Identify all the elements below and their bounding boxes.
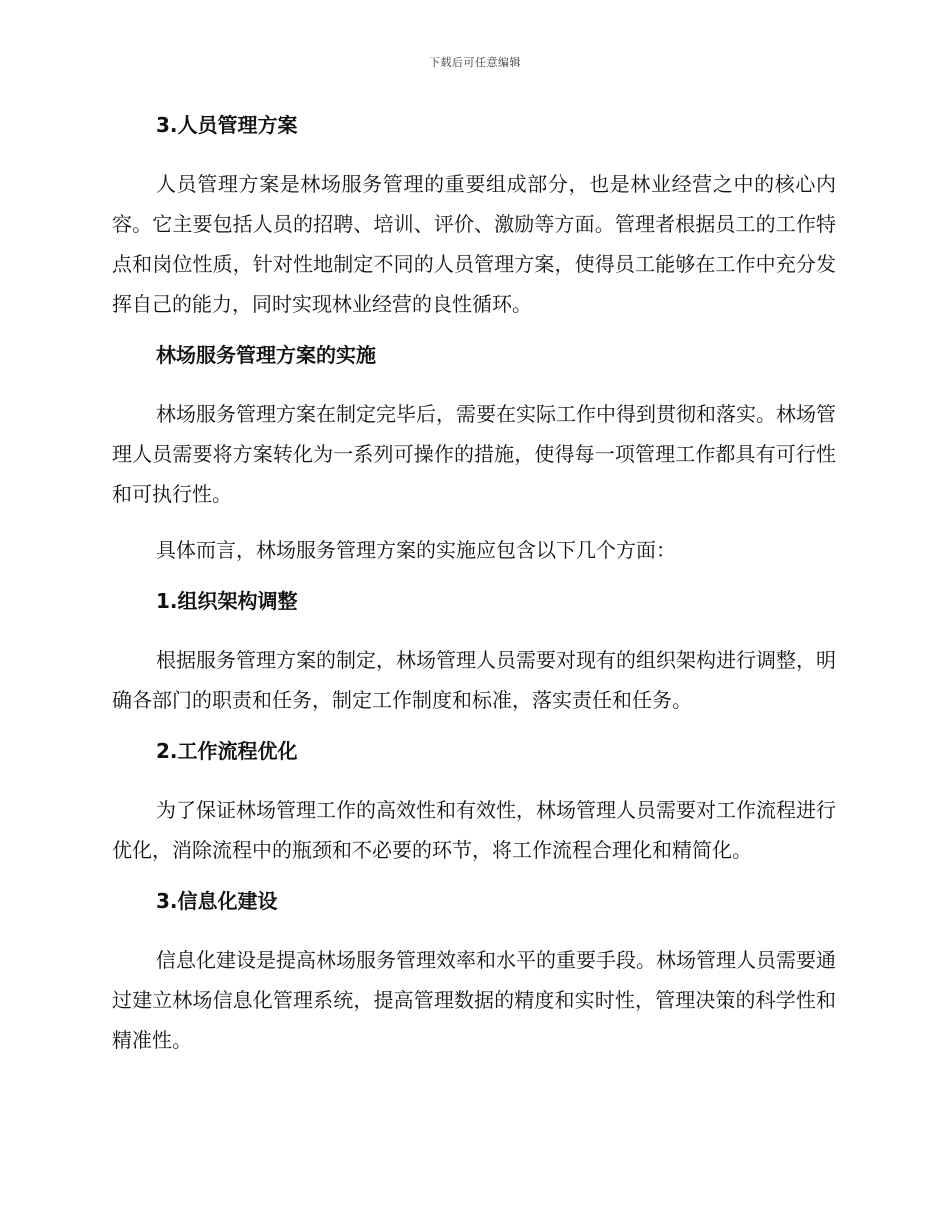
- page-header: 下载后可任意编辑: [429, 56, 521, 69]
- paragraph-informatization: 信息化建设是提高林场服务管理效率和水平的重要手段。林场管理人员需要通过建立林场信息化管理系统，提高管理数据的精度和实时性，管理决策的科学性和精准性。: [112, 948, 836, 1052]
- paragraph-workflow: 为了保证林场管理工作的高效性和有效性，林场管理人员需要对工作流程进行优化，消除流程中的瓶颈和不必要的环节，将工作流程合理化和精简化。: [112, 798, 836, 862]
- paragraph-personnel: 人员管理方案是林场服务管理的重要组成部分，也是林业经营之中的核心内容。它主要包括人员的招聘、培训、评价、激励等方面。管理者根据员工的工作特点和岗位性质，针对性地制定不同的人员管理方案，使得员工能够在工作中充分发挥自己的能力，同时实现林业经营的良性循环。: [112, 172, 836, 316]
- document-body: [112, 110, 836, 1076]
- paragraph-org-structure: 根据服务管理方案的制定，林场管理人员需要对现有的组织架构进行调整，明确各部门的职责和任务，制定工作制度和标准，落实责任和任务。: [112, 648, 836, 712]
- section-heading-informatization: 3.信息化建设: [156, 889, 278, 913]
- section-heading-workflow: 2.工作流程优化: [156, 739, 298, 763]
- section-heading-org-structure: 1.组织架构调整: [156, 589, 298, 613]
- paragraph-implementation-aspects: 具体而言，林场服务管理方案的实施应包含以下几个方面：: [156, 538, 676, 562]
- section-heading-personnel: 3.人员管理方案: [156, 113, 298, 137]
- section-heading-implementation: 林场服务管理方案的实施: [156, 343, 376, 367]
- paragraph-implementation: 林场服务管理方案在制定完毕后，需要在实际工作中得到贯彻和落实。林场管理人员需要将方案转化为一系列可操作的措施，使得每一项管理工作都具有可行性和可执行性。: [112, 402, 836, 506]
